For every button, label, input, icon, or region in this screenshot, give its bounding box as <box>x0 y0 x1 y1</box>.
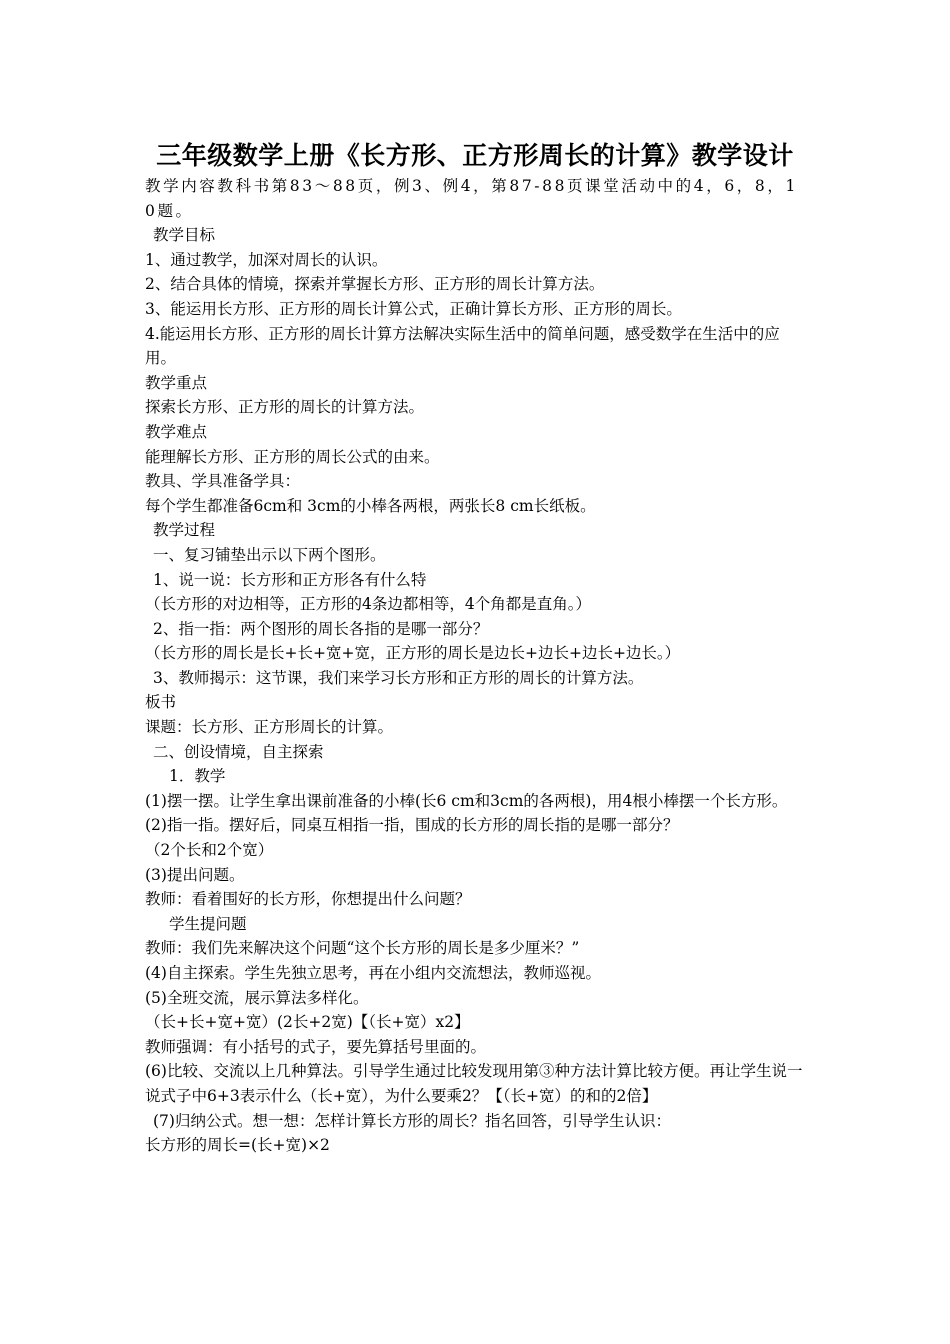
paragraph: 教师：我们先来解决这个问题“这个长方形的周长是多少厘米？” <box>145 939 580 958</box>
heading-materials: 教具、学具准备学具： <box>145 472 301 491</box>
paragraph: 探索长方形、正方形的周长的计算方法。 <box>145 398 425 417</box>
formula: 长方形的周长=(长+宽)×2 <box>145 1136 330 1155</box>
paragraph: (1)摆一摆。让学生拿出课前准备的小棒(长6 cm和3cm的各两根)，用4根小棒摆一个长方形。 <box>145 791 788 810</box>
document-body <box>145 174 810 1158</box>
paragraph: (2)指一指。摆好后，同桌互相指一指，围成的长方形的周长指的是哪一部分？ <box>145 816 679 835</box>
goal-item: 3、能运用长方形、正方形的周长计算公式，正确计算长方形、正方形的周长。 <box>145 299 682 318</box>
paragraph: (7)归纳公式。想一想：怎样计算长方形的周长？指名回答，引导学生认识： <box>153 1111 671 1130</box>
heading-difficulty: 教学难点 <box>145 422 208 441</box>
paragraph-teaching-content: 教学内容教科书第83～88页，例3、例4，第87-88页课堂活动中的4，6，8，10题。 <box>145 177 798 220</box>
paragraph: （长+长+宽+宽）(2长+2宽)【（长+宽）x2】 <box>145 1013 470 1032</box>
paragraph: 教师：看着围好的长方形，你想提出什么问题？ <box>145 890 471 909</box>
paragraph: (3)提出问题。 <box>145 865 245 884</box>
goal-item: 4.能运用长方形、正方形的周长计算方法解决实际生活中的简单问题，感受数学在生活中的应用。 <box>145 324 780 368</box>
goal-item: 1、通过教学，加深对周长的认识。 <box>145 250 388 269</box>
section-heading: 一、复习铺垫出示以下两个图形。 <box>153 545 386 564</box>
paragraph: (6)比较、交流以上几种算法。引导学生通过比较发现用第③种方法计算比较方便。再让学生说一说式子中6+3表示什么（长+宽），为什么要乘2？【（长+宽）的和的2倍】 <box>145 1062 803 1105</box>
goal-item: 2、结合具体的情境，探索并掌握长方形、正方形的周长计算方法。 <box>145 275 605 294</box>
paragraph: （长方形的周长是长+长+宽+宽，正方形的周长是边长+边长+边长+边长。） <box>145 644 681 663</box>
paragraph: (4)自主探索。学生先独立思考，再在小组内交流想法，教师巡视。 <box>145 964 601 982</box>
heading-blackboard: 板书 <box>145 693 177 712</box>
paragraph: (5)全班交流，展示算法多样化。 <box>145 988 369 1007</box>
paragraph: 教师强调：有小括号的式子，要先算括号里面的。 <box>145 1037 487 1056</box>
heading-teaching-process: 教学过程 <box>153 521 216 540</box>
paragraph: 学生提问题 <box>169 914 247 933</box>
paragraph: （2个长和2个宽） <box>145 841 274 860</box>
section-heading: 二、创设情境，自主探索 <box>153 742 324 761</box>
document-title: 三年级数学上册《长方形、正方形周长的计算》教学设计 <box>156 141 794 170</box>
list-item: 1、说一说：长方形和正方形各有什么特 <box>153 570 427 589</box>
paragraph: 每个学生都准备6cm和 3cm的小棒各两根，两张长8 cm长纸板。 <box>145 496 596 515</box>
list-item: 1．教学 <box>169 767 226 786</box>
heading-teaching-goals: 教学目标 <box>153 226 216 245</box>
list-item: 3、教师揭示：这节课，我们来学习长方形和正方形的周长的计算方法。 <box>153 668 644 687</box>
paragraph: （长方形的对边相等，正方形的4条边都相等，4个角都是直角。） <box>145 595 591 614</box>
list-item: 2、指一指：两个图形的周长各指的是哪一部分？ <box>153 619 489 638</box>
paragraph: 能理解长方形、正方形的周长公式的由来。 <box>145 447 440 466</box>
paragraph: 课题：长方形、正方形周长的计算。 <box>145 718 394 737</box>
heading-key-point: 教学重点 <box>145 373 208 392</box>
